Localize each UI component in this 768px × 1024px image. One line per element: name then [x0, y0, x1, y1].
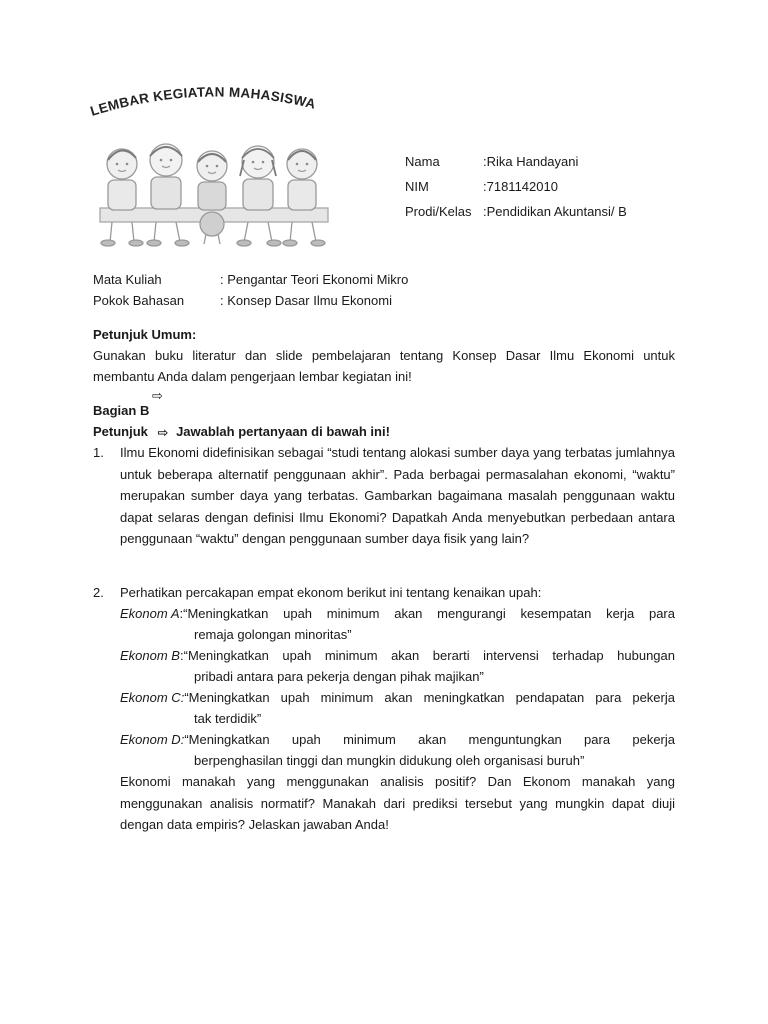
- student-identity: [405, 149, 627, 224]
- identity-label: NIM: [405, 179, 429, 194]
- economist-quote: “Meningkatkan upah minimum akan menguntungkan para pekerja: [184, 732, 675, 747]
- general-heading: Petunjuk Umum:: [93, 327, 197, 342]
- instruction-text: Jawablah pertanyaan di bawah ini!: [176, 424, 390, 439]
- identity-value: :Pendidikan Akuntansi/ B: [483, 204, 627, 219]
- meta-label: Mata Kuliah: [93, 272, 162, 287]
- identity-row-nim: [405, 174, 627, 199]
- svg-text:LEMBAR KEGIATAN MAHASISWA: [89, 84, 318, 118]
- economist-quote-cont: tak terdidik”: [194, 711, 262, 726]
- question-1: [93, 442, 675, 550]
- meta-value: : Konsep Dasar Ilmu Ekonomi: [220, 293, 392, 308]
- meta-row-topic: [93, 290, 675, 311]
- economist-quote-cont: berpenghasilan tinggi dan mungkin didukung oleh organisasi buruh”: [194, 753, 585, 768]
- arrow-icon: ⇨: [152, 388, 163, 403]
- worksheet-title-text: LEMBAR KEGIATAN MAHASISWA: [88, 84, 318, 119]
- meta-value: : Pengantar Teori Ekonomi Mikro: [220, 272, 409, 287]
- identity-row-class: [405, 199, 627, 224]
- economist-label: Ekonom A: [120, 606, 180, 621]
- question-text: Ilmu Ekonomi didefinisikan sebagai “studi tentang alokasi sumber daya yang terbatas jumlahnya untuk beberapa alternatif penggunaan akhir”. Pada berbagai permasalahan ekonomi, “waktu” merupakan sumber daya yang terbatas. Gambarkan bagaimana masalah penggunaan waktu dapat selaras dengan definisi Ilmu Ekonomi? Dapatkah Anda menyebutkan perbedaan antara penggunaan “waktu” dengan penggunaan sumber daya fisik yang lain?: [120, 445, 675, 546]
- part-label: Bagian B: [93, 403, 150, 418]
- economist-label: Ekonom D:: [120, 732, 185, 747]
- general-instructions: [93, 324, 675, 387]
- identity-value: :Rika Handayani: [483, 154, 579, 169]
- economist-quote-cont: pribadi antara para pekerja dengan pihak majikan”: [194, 669, 484, 684]
- economist-quote: “Meningkatkan upah minimum akan berarti intervensi terhadap hubungan: [183, 648, 675, 663]
- arrow-icon: ⇨: [157, 425, 169, 440]
- meta-row-course: [93, 269, 675, 290]
- economist-sep: :: [179, 648, 184, 663]
- general-text: Gunakan buku literatur dan slide pembelajaran tentang Konsep Dasar Ilmu Ekonomi untuk membantu Anda dalam pengerjaan lembar kegiatan ini!: [93, 348, 675, 384]
- economist-label: Ekonom B: [120, 648, 180, 663]
- economist-statement: [120, 729, 675, 771]
- part-heading: [93, 400, 675, 442]
- question-number: 2.: [93, 585, 104, 600]
- instruction-line: [93, 421, 675, 442]
- instruction-label: Petunjuk: [93, 424, 148, 439]
- course-meta: [93, 269, 675, 311]
- identity-label: Nama: [405, 154, 440, 169]
- students-illustration: [94, 130, 334, 250]
- economist-statement: [120, 603, 675, 645]
- question-number: 1.: [93, 445, 104, 460]
- identity-row-name: [405, 149, 627, 174]
- identity-value: :7181142010: [483, 179, 558, 194]
- question-intro: Perhatikan percakapan empat ekonom berikut ini tentang kenaikan upah:: [120, 585, 542, 600]
- question-2: [93, 582, 675, 836]
- economist-statement: [120, 687, 675, 729]
- worksheet-title: [84, 78, 354, 138]
- identity-label: Prodi/Kelas: [405, 204, 472, 219]
- meta-label: Pokok Bahasan: [93, 293, 185, 308]
- economist-label: Ekonom C:: [120, 690, 185, 705]
- question-closing: Ekonomi manakah yang menggunakan analisis positif? Dan Ekonom manakah yang menggunakan analisis normatif? Manakah dari prediksi tersebut yang mungkin dapat diuji dengan data empiris? Jelaskan jawaban Anda!: [120, 774, 675, 832]
- economist-statement: [120, 645, 675, 687]
- economist-quote: “Meningkatkan upah minimum akan meningkatkan pendapatan para pekerja: [184, 690, 675, 705]
- economist-sep: :: [179, 606, 184, 621]
- economist-quote-cont: remaja golongan minoritas”: [194, 627, 352, 642]
- economist-quote: “Meningkatkan upah minimum akan mengurangi kesempatan kerja para: [183, 606, 675, 621]
